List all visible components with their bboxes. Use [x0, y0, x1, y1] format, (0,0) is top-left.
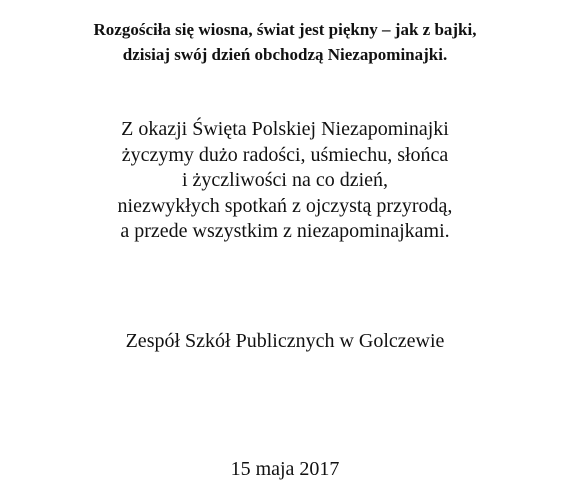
wishes-line-2: życzymy dużo radości, uśmiechu, słońca [121, 143, 449, 166]
wishes-paragraph [0, 117, 570, 245]
greeting-heading [0, 17, 570, 67]
heading-line-1: Rozgościła się wiosna, świat jest piękny – jak z bajki, [93, 20, 477, 39]
date: 15 maja 2017 [230, 458, 340, 480]
wishes-line-1: Z okazji Święta Polskiej Niezapominajki [121, 118, 449, 140]
wishes-line-4: niezwykłych spotkań z ojczystą przyrodą, [117, 194, 453, 217]
wishes-line-5: a przede wszystkim z niezapominajkami. [120, 220, 450, 242]
wishes-line-3: i życzliwości na co dzień, [181, 169, 389, 191]
heading-line-2: dzisiaj swój dzień obchodzą Niezapominajki. [122, 45, 448, 64]
signature: Zespół Szkół Publicznych w Golczewie [125, 330, 445, 352]
